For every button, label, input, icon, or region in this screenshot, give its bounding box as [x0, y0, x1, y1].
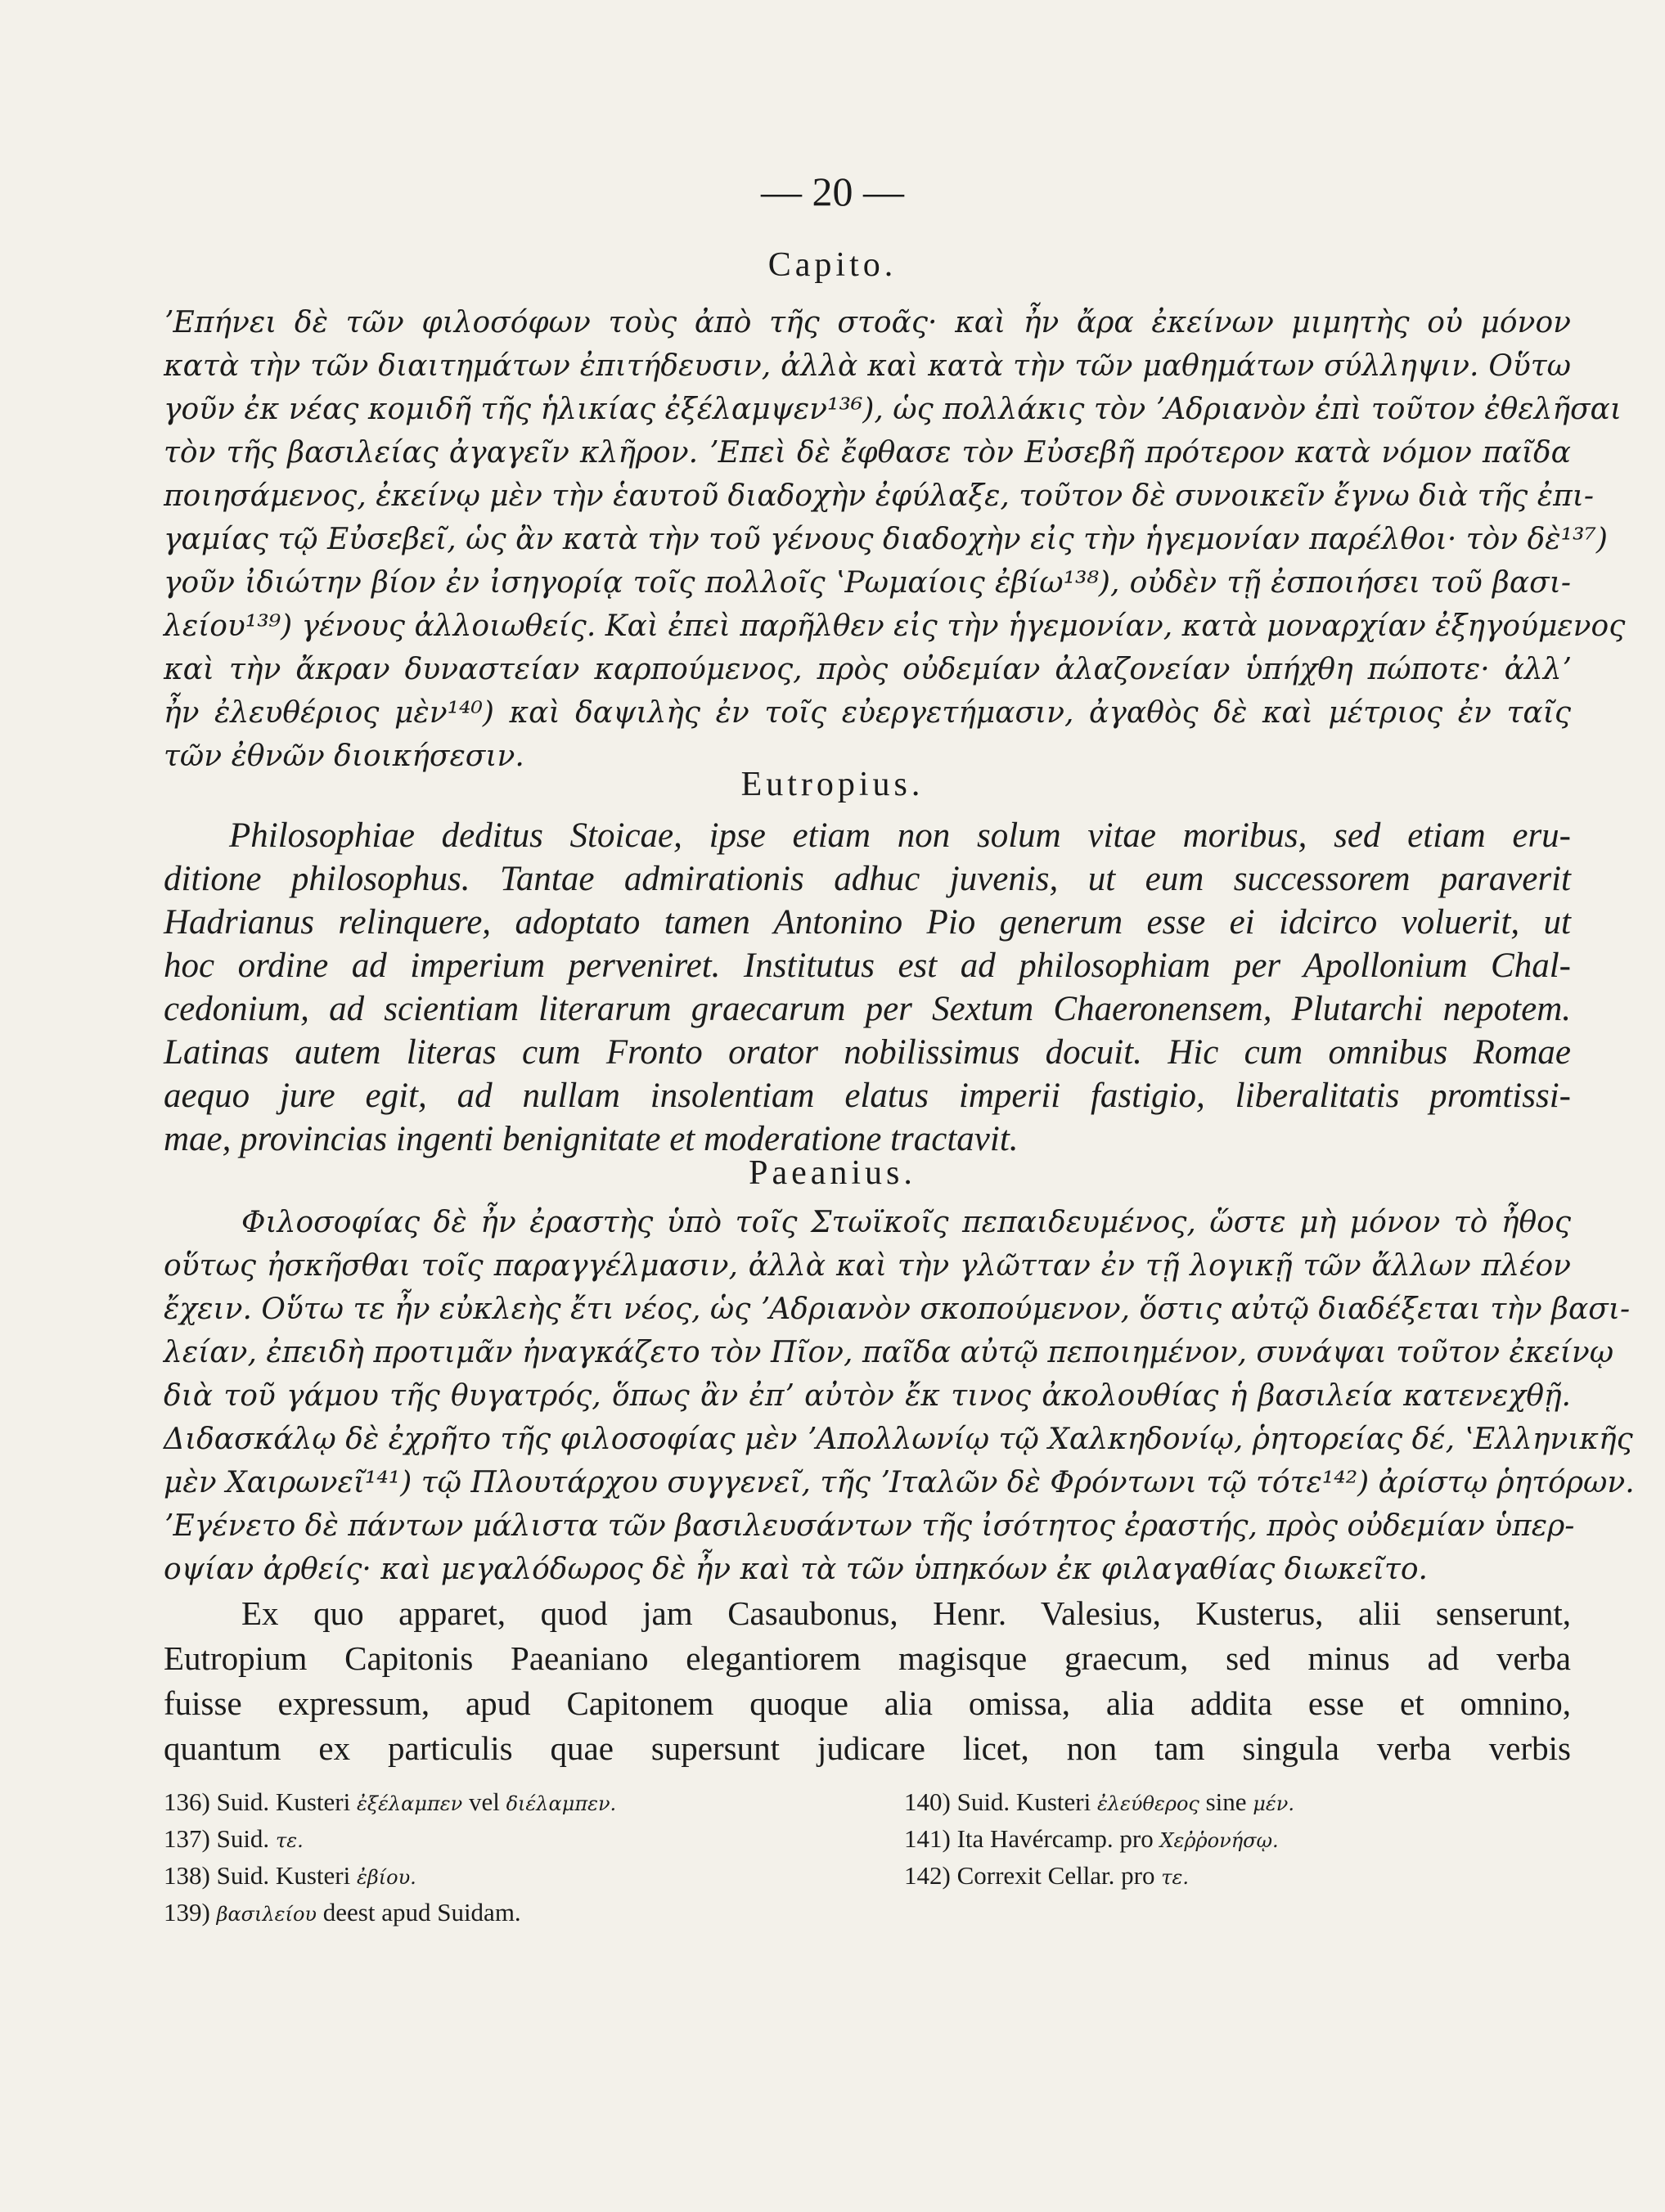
text-line: Philosophiae deditus Stoicae, ipse etiam non solum vitae moribus, sed etiam eru- [229, 816, 1571, 855]
footnote [164, 1859, 416, 1894]
section-title-paeanius: Paeanius. [749, 1154, 916, 1192]
page-number: — 20 — [761, 169, 904, 214]
footnote [904, 1823, 1279, 1857]
text-line: γοῦν ἰδιώτην βίον ἐν ἰσηγορίᾳ τοῖς πολλοῖς ʽΡωμαίοις ἐβίω¹³⁸), οὐδὲν τῇ ἐσποιήσει τοῦ βασι- [164, 566, 1571, 600]
footnote-text: Correxit Cellar. pro [956, 1861, 1155, 1890]
text-line: ʼΕπήνει δὲ τῶν φιλοσόφων τοὺς ἀπὸ τῆς στοᾶς· καὶ ἦν ἄρα ἐκείνων μιμητὴς οὐ μόνον [164, 306, 1571, 339]
text-line: γοῦν ἐκ νέας κομιδῆ τῆς ἡλικίας ἐξέλαμψεν¹³⁶), ὡς πολλάκις τὸν ʼΑδριανὸν ἐπὶ τοῦτον ἐθελῆσαι [164, 393, 1622, 426]
text-line: λείου¹³⁹) γένους ἀλλοιωθείς. Καὶ ἐπεὶ παρῆλθεν εἰς τὴν ἡγεμονίαν, κατὰ μοναρχίαν ἐξηγούμενος [164, 609, 1626, 643]
footnote-text: Suid. [216, 1824, 270, 1853]
text-line: κατὰ τὴν τῶν διαιτημάτων ἐπιτήδευσιν, ἀλλὰ καὶ κατὰ τὴν τῶν μαθημάτων σύλληψιν. Οὕτω [164, 349, 1571, 383]
text-line: οψίαν ἀρθείς· καὶ μεγαλόδωρος δὲ ἦν καὶ τὰ τῶν ὑπηκόων ἐκ φιλαγαθίας διωκεῖτο. [164, 1553, 1428, 1586]
footnote [904, 1859, 1189, 1894]
text-line: Latinas autem literas cum Fronto orator nobilissimus docuit. Hic cum omnibus Romae [164, 1033, 1571, 1072]
footnote-text: Ita Havércamp. pro [956, 1824, 1154, 1853]
footnote [904, 1786, 1294, 1820]
footnote-greek: βασιλείου [216, 1903, 317, 1926]
text-line: fuisse expressum, apud Capitonem quoque alia omissa, alia addita esse et omnino, [164, 1684, 1571, 1722]
footnote-text: Suid. Kusteri [216, 1861, 351, 1890]
text-line: cedonium, ad scientiam literarum graecarum per Sextum Chaeronensem, Plutarchi nepotem. [164, 990, 1571, 1028]
text-line: Hadrianus relinquere, adoptato tamen Antonino Pio generum esse ei idcirco voluerit, ut [164, 903, 1571, 942]
text-line: τὸν τῆς βασιλείας ἀγαγεῖν κλῆρον. ʼΕπεὶ δὲ ἔφθασε τὸν Εὐσεβῆ πρότερον κατὰ νόμον παῖδα [164, 436, 1571, 470]
footnote [164, 1823, 304, 1857]
footnote-number: 139) [164, 1898, 210, 1927]
footnote-number: 141) [904, 1824, 951, 1853]
footnote-number: 137) [164, 1824, 210, 1853]
text-line: διὰ τοῦ γάμου τῆς θυγατρός, ὅπως ἂν ἐπʼ αὐτὸν ἔκ τινος ἀκολουθίας ἡ βασιλεία κατενεχθῇ. [164, 1379, 1571, 1413]
text-line: Διδασκάλῳ δὲ ἐχρῆτο τῆς φιλοσοφίας μὲν ʼΑπολλωνίῳ τῷ Χαλκηδονίῳ, ῥητορείας δέ, ʽΕλληνικῆς [164, 1423, 1633, 1456]
text-line: λείαν, ἐπειδὴ προτιμᾶν ἠναγκάζετο τὸν Πῖον, παῖδα αὐτῷ πεποιημένον, συνάψαι τοῦτον ἐκείνῳ [164, 1336, 1614, 1369]
footnote-number: 142) [904, 1861, 951, 1890]
footnote-greek: μέν. [1253, 1792, 1294, 1815]
footnote-number: 136) [164, 1787, 210, 1816]
footnote-text: Suid. Kusteri [216, 1787, 351, 1816]
footnote-greek: τε. [1161, 1866, 1190, 1889]
footnote [164, 1896, 521, 1931]
text-line: ditione philosophus. Tantae admirationis adhuc juvenis, ut eum successorem paraverit [164, 860, 1571, 898]
text-line: ἦν ἐλευθέριος μὲν¹⁴⁰) καὶ δαψιλὴς ἐν τοῖς εὐεργετήμασιν, ἀγαθὸς δὲ καὶ μέτριος ἐν ταῖς [164, 696, 1571, 730]
text-line: Φιλοσοφίας δὲ ἦν ἐραστὴς ὑπὸ τοῖς Στωϊκοῖς πεπαιδευμένος, ὥστε μὴ μόνον τὸ ἦθος [241, 1206, 1571, 1239]
footnote [164, 1786, 616, 1820]
footnote-number: 140) [904, 1787, 951, 1816]
text-line: quantum ex particulis quae supersunt judicare licet, non tam singula verba verbis [164, 1729, 1571, 1767]
text-line: Eutropium Capitonis Paeaniano elegantiorem magisque graecum, sed minus ad verba [164, 1639, 1571, 1677]
text-line: μὲν Χαιρωνεῖ¹⁴¹) τῷ Πλουτάρχου συγγενεῖ, τῆς ʼΙταλῶν δὲ Φρόντωνι τῷ τότε¹⁴²) ἀρίστῳ ῥητόρων. [164, 1466, 1635, 1499]
footnote-tail: sine [1205, 1787, 1247, 1816]
footnote-tail: vel [468, 1787, 500, 1816]
text-line: Ex quo apparet, quod jam Casaubonus, Henr. Valesius, Kusterus, alii senserunt, [241, 1594, 1571, 1632]
text-line: τῶν ἐθνῶν διοικήσεσιν. [164, 740, 524, 773]
text-line: hoc ordine ad imperium perveniret. Institutus est ad philosophiam per Apollonium Chal- [164, 946, 1571, 985]
text-line: ποιησάμενος, ἐκείνῳ μὲν τὴν ἑαυτοῦ διαδοχὴν ἐφύλαξε, τοῦτον δὲ συνοικεῖν ἔγνω διὰ τῆς ἐπι- [164, 479, 1595, 513]
text-line: οὕτως ἠσκῆσθαι τοῖς παραγγέλμασιν, ἀλλὰ καὶ τὴν γλῶτταν ἐν τῇ λογικῇ τῶν ἄλλων πλέον [164, 1249, 1571, 1283]
footnote-tail: deest apud Suidam. [322, 1898, 521, 1927]
section-title-capito: Capito. [767, 246, 898, 284]
text-line: ʼΕγένετο δὲ πάντων μάλιστα τῶν βασιλευσάντων τῆς ἰσότητος ἐραστής, πρὸς οὐδεμίαν ὑπερ- [164, 1509, 1575, 1543]
footnote-greek: τε. [275, 1829, 304, 1852]
text-line: aequo jure egit, ad nullam insolentiam elatus imperii fastigio, liberalitatis promtissi- [164, 1077, 1571, 1115]
section-title-eutropius: Eutropius. [740, 766, 925, 803]
footnote-greek: ἐλεύθερος [1096, 1792, 1199, 1815]
footnote-text: Suid. Kusteri [956, 1787, 1091, 1816]
footnote-greek: ἐξέλαμπεν [356, 1792, 463, 1815]
footnote-greek: ἐβίου. [356, 1866, 416, 1889]
footnote-number: 138) [164, 1861, 210, 1890]
text-line: καὶ τὴν ἄκραν δυναστείαν καρπούμενος, πρὸς οὐδεμίαν ἀλαζονείαν ὑπήχθη πώποτε· ἀλλʼ [164, 653, 1571, 686]
footnote-greek: διέλαμπεν. [506, 1792, 617, 1815]
text-line: γαμίας τῷ Εὐσεβεῖ, ὡς ἂν κατὰ τὴν τοῦ γένους διαδοχὴν εἰς τὴν ἡγεμονίαν παρέλθοι· τὸν δὲ¹³⁷) [164, 523, 1608, 556]
text-line: ἔχειν. Οὕτω τε ἦν εὐκλεὴς ἔτι νέος, ὡς ʼΑδριανὸν σκοπούμενον, ὅστις αὐτῷ διαδέξεται τὴν βασι- [164, 1293, 1631, 1326]
text-line: mae, provincias ingenti benignitate et moderatione tractavit. [164, 1120, 1019, 1158]
footnote-greek: Χεῤῥονήσῳ. [1159, 1829, 1279, 1852]
